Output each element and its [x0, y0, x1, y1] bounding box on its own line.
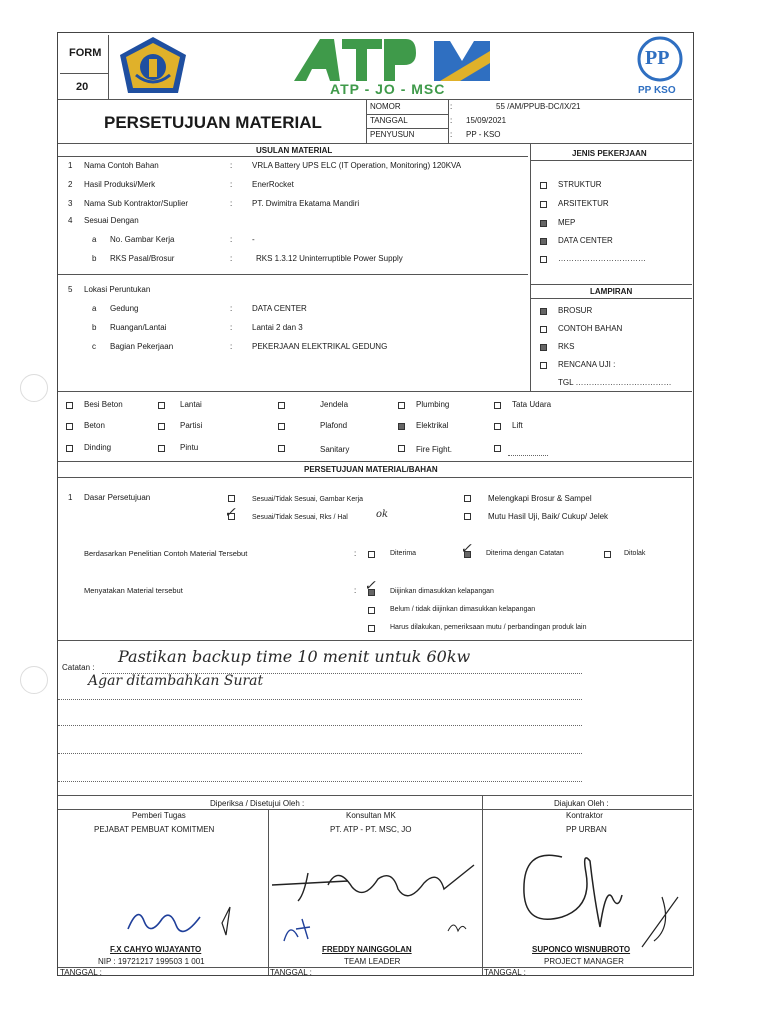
catatan-section — [58, 641, 692, 793]
checkbox-rks[interactable] — [540, 344, 547, 351]
checkbox-sanitary[interactable] — [278, 445, 285, 452]
checkbox-struktur[interactable] — [540, 182, 547, 189]
menyatakan-label: Menyatakan Material tersebut — [84, 586, 183, 595]
catatan-handwritten-line2: Agar ditambahkan Surat — [88, 673, 264, 689]
meta-penyusun-label: PENYUSUN — [370, 130, 415, 139]
consortium-name: ATP - JO - MSC — [330, 81, 446, 97]
meta-penyusun-value: PP - KSO — [466, 130, 501, 139]
checkbox-mep[interactable] — [540, 220, 547, 227]
checkbox-arsitektur[interactable] — [540, 201, 547, 208]
catatan-handwritten-line1: Pastikan backup time 10 menit untuk 60kw — [118, 647, 471, 666]
checkbox-partisi[interactable] — [158, 423, 165, 430]
checkbox-diterima[interactable] — [368, 551, 375, 558]
usulan-rows: 1 Nama Contoh Bahan : VRLA Battery UPS ELC (IT Operation, Monitoring) 120KVA 2 Hasil Produksi/Merk : EnerRocket 3 Nama Sub Kontraktor/Suplier : PT. Dwimitra Ekatama Mandiri 4 Sesuai Dengan a No. Gambar Kerja : - b RKS Pasal/Brosur : RKS 1.3.12 Uninterruptible Power Supply 5 Lokasi Peruntukan a Gedung : DATA CENTER b Ruangan/Lantai : Lantai 2 dan 3 c Bagian Pekerjaan : PEKERJAAN ELEKTRIKAL GEDUNG — [58, 157, 528, 387]
checkbox-sesuai-gambar[interactable] — [228, 495, 235, 502]
government-emblem-icon — [116, 35, 190, 99]
signature-konsultan-icon — [268, 845, 482, 945]
dasar-handwritten-note: ok — [376, 509, 389, 520]
meta-block: NOMOR : 55 /AM/PPUB-DC/IX/21 TANGGAL : 15/09/2021 PENYUSUN : PP - KSO — [370, 102, 690, 142]
signer-nip: NIP : 19721217 199503 1 001 — [98, 957, 205, 966]
checkbox-melengkapi-brosur[interactable] — [464, 495, 471, 502]
diperiksa-heading: Diperiksa / Disetujui Oleh : — [210, 799, 305, 808]
meta-tanggal-label: TANGGAL — [370, 116, 408, 125]
signer-name-pemberi-tugas: F.X CAHYO WIJAYANTO — [110, 945, 202, 954]
form-title: PERSETUJUAN MATERIAL — [104, 113, 322, 132]
checkbox-plafond[interactable] — [278, 423, 285, 430]
signature-col-pemberi-tugas: Pemberi Tugas PEJABAT PEMBUAT KOMITMEN F.X CAHYO WIJAYANTO NIP : 19721217 199503 1 001 TANGGAL : — [58, 809, 268, 975]
checkbox-plumbing[interactable] — [398, 402, 405, 409]
signature-pemberi-tugas-icon — [118, 901, 238, 941]
category-grid: Besi Beton Lantai Jendela Plumbing Tata Udara Beton Partisi Plafond Elektrikal Lift Dinding Pintu Sanitary Fire Fight. — [58, 393, 692, 463]
checkbox-ditolak[interactable] — [604, 551, 611, 558]
penelitian-label: Berdasarkan Penelitian Contoh Material Tersebut — [84, 549, 248, 558]
pp-logo-text: PP — [645, 47, 670, 69]
checkbox-contoh-bahan[interactable] — [540, 326, 547, 333]
punch-hole — [20, 374, 48, 402]
checkbox-mutu-hasil-uji[interactable] — [464, 513, 471, 520]
diajukan-heading: Diajukan Oleh : — [554, 799, 609, 808]
catatan-label: Catatan : — [62, 663, 95, 672]
checkbox-rencana-uji[interactable] — [540, 362, 547, 369]
checkbox-lift[interactable] — [494, 423, 501, 430]
signature-section — [58, 795, 692, 975]
checkbox-elektrikal[interactable] — [398, 423, 405, 430]
jenis-list: STRUKTUR ARSITEKTUR MEP DATA CENTER …………………………… — [538, 179, 688, 279]
checkbox-beton[interactable] — [66, 423, 73, 430]
form-number-box — [60, 35, 109, 99]
checkbox-brosur[interactable] — [540, 308, 547, 315]
checkbox-data-center[interactable] — [540, 238, 547, 245]
meta-nomor-value: 55 /AM/PPUB-DC/IX/21 — [496, 102, 581, 111]
checkbox-pintu[interactable] — [158, 445, 165, 452]
checkbox-besi-beton[interactable] — [66, 402, 73, 409]
punch-hole — [20, 666, 48, 694]
usulan-heading: USULAN MATERIAL — [256, 146, 333, 155]
checkbox-other-category[interactable] — [494, 445, 501, 452]
checkbox-tata-udara[interactable] — [494, 402, 501, 409]
signer-name-kontraktor: SUPONCO WISNUBROTO — [532, 945, 631, 954]
signature-kontraktor-icon — [482, 837, 692, 957]
form-number: 20 — [76, 81, 89, 93]
signer-name-konsultan: FREDDY NAINGGOLAN — [322, 945, 412, 954]
checkbox-harus-dilakukan[interactable] — [368, 625, 375, 632]
lampiran-heading: LAMPIRAN — [590, 287, 633, 296]
approval-heading: PERSETUJUAN MATERIAL/BAHAN — [304, 465, 438, 474]
checkbox-fire-fight[interactable] — [398, 445, 405, 452]
checkbox-other[interactable] — [540, 256, 547, 263]
signature-col-konsultan: Konsultan MK PT. ATP - PT. MSC, JO FREDDY NAINGGOLAN TEAM LEADER TANGGAL : — [268, 809, 482, 975]
signer-title-kontraktor: PROJECT MANAGER — [544, 957, 624, 966]
meta-nomor-label: NOMOR — [370, 102, 401, 111]
checkbox-lantai[interactable] — [158, 402, 165, 409]
consortium-logo — [290, 35, 510, 97]
checkbox-belum-diijinkan[interactable] — [368, 607, 375, 614]
signer-title-konsultan: TEAM LEADER — [344, 957, 401, 966]
dasar-label: Dasar Persetujuan — [84, 493, 151, 502]
pp-kso-text: PP KSO — [638, 85, 676, 96]
jenis-heading: JENIS PEKERJAAN — [572, 149, 647, 158]
checkbox-dinding[interactable] — [66, 445, 73, 452]
form-label: FORM — [69, 47, 102, 59]
signature-col-kontraktor: Kontraktor PP URBAN SUPONCO WISNUBROTO PROJECT MANAGER TANGGAL : — [482, 809, 692, 975]
atp-logo-icon — [290, 35, 510, 85]
meta-tanggal-value: 15/09/2021 — [466, 116, 507, 125]
lampiran-list: BROSUR CONTOH BAHAN RKS RENCANA UJI : TGL ……………………………… — [538, 305, 688, 391]
approval-form — [57, 32, 694, 976]
pp-logo — [628, 35, 692, 99]
approval-section: 1 Dasar Persetujuan Sesuai/Tidak Sesuai, Gambar Kerja ✓ Sesuai/Tidak Sesuai, Rks / Hal ok Melengkapi Brosur & Sampel Mutu Hasil Uji, Baik/ Cukup/ Jelek Berdasarkan Penelitian Contoh Material Tersebut : Diterima ✓ Diterima dengan Catatan Ditolak Menyatakan Material tersebut : ✓ Diijinkan dimasukkan kelapangan Belum / tidak diijinkan dimasukkan kelapangan Harus dilakukan, pemeriksaan mutu / perbandingan produk lain — [68, 493, 646, 631]
tgl-field: TGL ……………………………… — [558, 378, 672, 387]
checkbox-jendela[interactable] — [278, 402, 285, 409]
